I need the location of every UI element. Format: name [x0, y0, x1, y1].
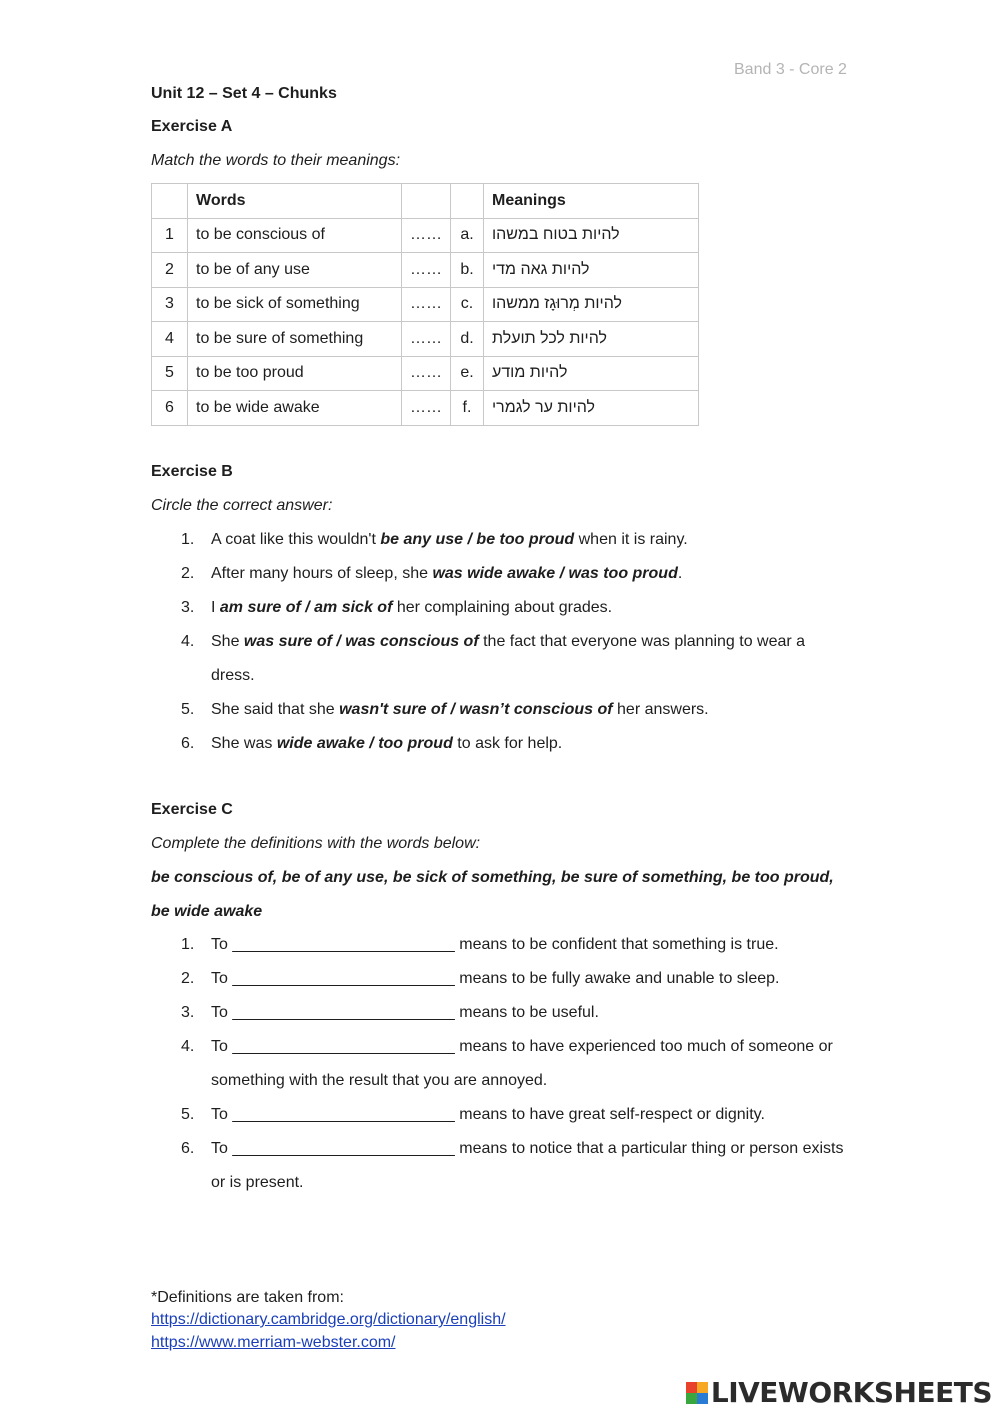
- row-meaning: להיות לכל תועלת: [492, 329, 607, 347]
- header-band: Band 3 - Core 2: [734, 61, 847, 78]
- row-number: 4: [152, 322, 188, 357]
- item-number: 2.: [181, 565, 195, 582]
- item-text: when it is rainy.: [574, 531, 688, 548]
- logo-text: LIVEWORKSHEETS: [710, 1376, 992, 1409]
- list-item: [181, 928, 851, 962]
- row-word: to be sick of something: [188, 287, 402, 322]
- table-row: [152, 218, 699, 253]
- item-number: 2.: [181, 970, 195, 987]
- item-to: To: [211, 1038, 228, 1055]
- row-word: to be too proud: [188, 356, 402, 391]
- row-word: to be sure of something: [188, 322, 402, 357]
- answer-blank[interactable]: ……: [402, 287, 451, 322]
- word-bank: be conscious of, be of any use, be sick of something, be sure of something, be too proud, be wide awake: [151, 869, 834, 920]
- answer-options[interactable]: was sure of / was conscious of: [243, 633, 479, 650]
- item-number: 5.: [181, 701, 195, 718]
- row-number: 3: [152, 287, 188, 322]
- item-to: To: [211, 970, 228, 987]
- item-text: means to be fully awake and unable to sleep.: [454, 970, 780, 987]
- item-number: 3.: [181, 1004, 195, 1021]
- exercise-c-instruction: Complete the definitions with the words below:: [151, 835, 481, 852]
- item-to: To: [211, 936, 228, 953]
- row-number: 2: [152, 253, 188, 288]
- list-item: [181, 1098, 851, 1132]
- table-row: [152, 287, 699, 322]
- answer-options[interactable]: wide awake / too proud: [276, 735, 453, 752]
- item-text: her complaining about grades.: [392, 599, 613, 616]
- item-text: means to be confident that something is true.: [454, 936, 779, 953]
- list-item: [181, 625, 851, 693]
- row-word: to be conscious of: [188, 218, 402, 253]
- definitions-note: *Definitions are taken from:: [151, 1289, 344, 1306]
- item-text: She said that she: [211, 701, 340, 718]
- matching-table: [151, 183, 699, 426]
- row-letter: b.: [451, 253, 484, 288]
- row-word: to be wide awake: [188, 391, 402, 426]
- item-text: .: [677, 565, 683, 582]
- table-row: [152, 391, 699, 426]
- answer-blank[interactable]: _________________________: [232, 1004, 455, 1021]
- answer-options[interactable]: wasn't sure of / wasn’t conscious of: [339, 701, 613, 718]
- exercise-b-instruction: Circle the correct answer:: [151, 497, 333, 514]
- item-text: to ask for help.: [452, 735, 563, 752]
- list-item: [181, 557, 851, 591]
- table-row: [152, 322, 699, 357]
- exercise-c-list: [181, 928, 851, 1200]
- answer-blank[interactable]: _________________________: [232, 1140, 455, 1157]
- item-number: 1.: [181, 936, 195, 953]
- row-meaning: להיות גאה מדי: [492, 260, 590, 278]
- page-title: Unit 12 – Set 4 – Chunks: [151, 85, 337, 102]
- item-to: To: [211, 1106, 228, 1123]
- row-meaning: להיות מודע: [492, 364, 568, 382]
- answer-blank[interactable]: _________________________: [232, 936, 455, 953]
- item-number: 4.: [181, 1038, 195, 1055]
- row-letter: e.: [451, 356, 484, 391]
- exercise-b-heading: Exercise B: [151, 463, 233, 480]
- item-text: After many hours of sleep, she: [211, 565, 433, 582]
- item-text: her answers.: [612, 701, 709, 718]
- row-word: to be of any use: [188, 253, 402, 288]
- exercise-c-heading: Exercise C: [151, 801, 233, 818]
- table-row: [152, 356, 699, 391]
- row-number: 5: [152, 356, 188, 391]
- table-header-row: [152, 184, 699, 219]
- item-text: She was: [211, 735, 277, 752]
- row-letter: a.: [451, 218, 484, 253]
- item-number: 6.: [181, 735, 195, 752]
- col-words-header: Words: [188, 184, 402, 219]
- item-number: 4.: [181, 633, 195, 650]
- logo-mark-icon: [686, 1382, 708, 1404]
- item-text: means to notice that a particular thing or person exists or is present.: [211, 1140, 844, 1191]
- merriam-webster-link[interactable]: https://www.merriam-webster.com/: [151, 1334, 396, 1351]
- row-number: 1: [152, 218, 188, 253]
- list-item: [181, 591, 851, 625]
- item-text: means to have great self-respect or dignity.: [454, 1106, 765, 1123]
- item-text: the fact that everyone was planning to wear a dress.: [211, 633, 806, 684]
- row-letter: f.: [451, 391, 484, 426]
- item-text: means to be useful.: [454, 1004, 599, 1021]
- list-item: [181, 1132, 851, 1200]
- answer-blank[interactable]: _________________________: [232, 1038, 455, 1055]
- row-letter: d.: [451, 322, 484, 357]
- item-text: I: [211, 599, 220, 616]
- list-item: [181, 996, 851, 1030]
- list-item: [181, 693, 851, 727]
- cambridge-link[interactable]: https://dictionary.cambridge.org/dictionary/english/: [151, 1311, 506, 1328]
- row-meaning: להיות מְרוּגָז ממשהו: [492, 295, 622, 313]
- answer-blank[interactable]: ……: [402, 218, 451, 253]
- item-number: 5.: [181, 1106, 195, 1123]
- exercise-a-instruction: Match the words to their meanings:: [151, 152, 401, 169]
- item-number: 3.: [181, 599, 195, 616]
- list-item: [181, 523, 851, 557]
- row-number: 6: [152, 391, 188, 426]
- item-to: To: [211, 1140, 228, 1157]
- item-number: 1.: [181, 531, 195, 548]
- item-text: She: [211, 633, 244, 650]
- exercise-a-heading: Exercise A: [151, 118, 233, 135]
- list-item: [181, 962, 851, 996]
- answer-blank[interactable]: _________________________: [232, 1106, 455, 1123]
- row-meaning: להיות בטוח במשהו: [492, 226, 620, 244]
- liveworksheets-logo: [686, 1376, 992, 1409]
- list-item: [181, 1030, 851, 1098]
- answer-options[interactable]: am sure of / am sick of: [219, 599, 393, 616]
- item-text: A coat like this wouldn't: [211, 531, 381, 548]
- answer-blank[interactable]: ……: [402, 356, 451, 391]
- item-to: To: [211, 1004, 228, 1021]
- answer-blank[interactable]: ……: [402, 322, 451, 357]
- row-letter: c.: [451, 287, 484, 322]
- col-meanings-header: Meanings: [484, 184, 699, 219]
- answer-options[interactable]: was wide awake / was too proud: [432, 565, 678, 582]
- table-row: [152, 253, 699, 288]
- item-number: 6.: [181, 1140, 195, 1157]
- answer-options[interactable]: be any use / be too proud: [380, 531, 575, 548]
- item-text: means to have experienced too much of someone or something with the result that you are annoyed.: [211, 1038, 833, 1089]
- answer-blank[interactable]: ……: [402, 391, 451, 426]
- list-item: [181, 727, 851, 761]
- exercise-b-list: [181, 523, 851, 761]
- row-meaning: להיות ער לגמרי: [492, 398, 596, 416]
- answer-blank[interactable]: _________________________: [232, 970, 455, 987]
- answer-blank[interactable]: ……: [402, 253, 451, 288]
